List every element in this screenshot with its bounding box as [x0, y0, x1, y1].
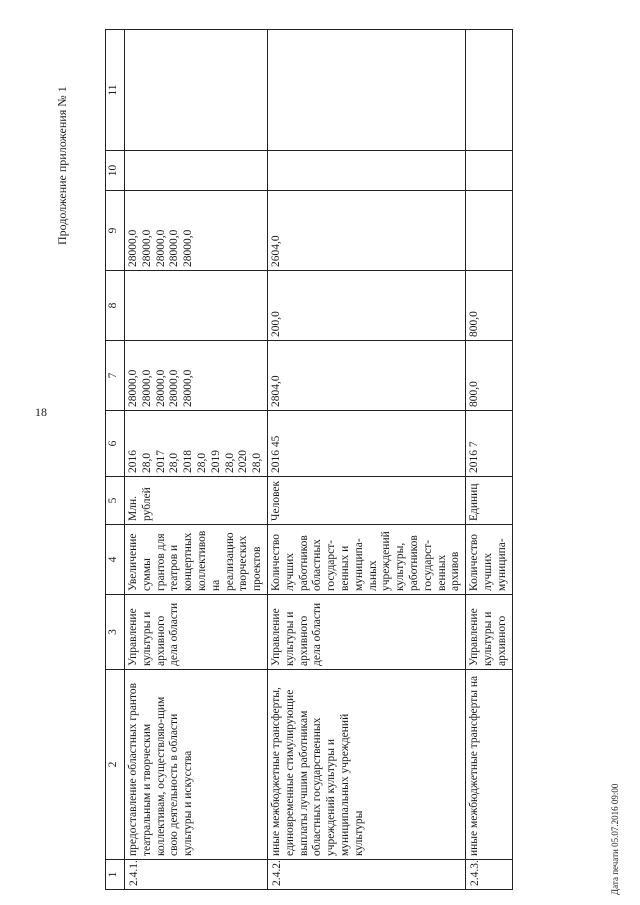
- executor-cell: Управление культуры и архивного дела области: [267, 595, 465, 670]
- col9-value: 28000,0: [127, 229, 139, 267]
- col9-value: 28000,0: [154, 229, 167, 267]
- unit-cell: Млн. рублей: [125, 477, 268, 525]
- col11-cell: [267, 30, 465, 151]
- column-header: 11: [106, 30, 125, 151]
- unit-cell: Единиц: [466, 477, 512, 525]
- year: 2018 28,0: [182, 450, 208, 473]
- table-wrapper: [105, 30, 513, 890]
- column-header: 1: [106, 860, 125, 890]
- column-header: 4: [106, 525, 125, 595]
- year: 2016 28,0: [127, 450, 153, 473]
- indicator-cell: Количество лучших работников областных государст-венных и муниципа-льных учреждений культуры, работников государст-венных архивов: [267, 525, 465, 595]
- column-header: 5: [106, 477, 125, 525]
- column-header: 9: [106, 191, 125, 271]
- table-row: [267, 30, 465, 890]
- col9-value: 28000,0: [168, 229, 181, 267]
- col10-cell: [267, 151, 465, 191]
- year-value-cell: [125, 411, 268, 477]
- total-cell: 800,0: [466, 341, 512, 411]
- page-number: 18: [35, 405, 47, 419]
- col9-value: 28000,0: [140, 229, 153, 267]
- col9-cell: 2604,0: [267, 191, 465, 271]
- print-date: Дата печати 05.07.2016 09:00: [610, 783, 620, 895]
- column-header: 7: [106, 341, 125, 411]
- col8-cell: [125, 271, 268, 341]
- total-value: 28000,0: [154, 369, 167, 407]
- year-value-cell: [466, 411, 512, 477]
- col10-cell: [125, 151, 268, 191]
- col9-value: 28000,0: [182, 229, 195, 267]
- total-value: 28000,0: [140, 369, 153, 407]
- unit-cell: Человек: [267, 477, 465, 525]
- table-row: [466, 30, 512, 890]
- year: 2016: [468, 450, 481, 473]
- col11-cell: [125, 30, 268, 151]
- total-value: 28000,0: [182, 369, 195, 407]
- executor-cell: Управление культуры и архивного дела области: [125, 595, 268, 670]
- year: 2020 28,0: [237, 450, 264, 473]
- indicator-cell: Количество лучших муниципа-: [466, 525, 512, 595]
- column-header: 6: [106, 411, 125, 477]
- measure-cell: иные межбюджетные трансферты на: [466, 670, 512, 860]
- row-number: 2.4.2.: [267, 860, 465, 890]
- col8-cell: 200,0: [267, 271, 465, 341]
- appendix-table: [105, 29, 513, 890]
- year-value-cell: [267, 411, 465, 477]
- year: 2017 28,0: [154, 450, 181, 473]
- col10-cell: [466, 151, 512, 191]
- executor-cell: Управление культуры и архивного: [466, 595, 512, 670]
- col11-cell: [466, 30, 512, 151]
- total-cell: [125, 341, 268, 411]
- table-row: [125, 30, 268, 890]
- indicator-cell: Увеличение суммы грантов для театров и концертных коллективов на реализацию творческих проектов: [125, 525, 268, 595]
- column-header: 8: [106, 271, 125, 341]
- measure-cell: предоставление областных грантов театральным и творческим коллективам, осуществляю-щим свою деятельность в области культуры и искусства: [125, 670, 268, 860]
- row-number: 2.4.1.: [125, 860, 268, 890]
- total-value: 28000,0: [168, 369, 181, 407]
- measure-cell: иные межбюджетные трансферты, единовременные стимулирующие выплаты лучшим работникам областных государственных учреждений культуры и муниципальных учреждений культуры: [267, 670, 465, 860]
- year: 2019 28,0: [209, 450, 236, 473]
- year-value: 7: [468, 441, 481, 448]
- column-header: 2: [106, 670, 125, 860]
- col8-cell: 800,0: [466, 271, 512, 341]
- column-header: 3: [106, 595, 125, 670]
- year: 2016: [269, 450, 282, 473]
- total-cell: 2804,0: [267, 341, 465, 411]
- appendix-note: Продолжение приложения № 1: [55, 86, 69, 245]
- col9-cell: [466, 191, 512, 271]
- col9-cell: [125, 191, 268, 271]
- total-value: 28000,0: [127, 369, 139, 407]
- column-header: 10: [106, 151, 125, 191]
- header-row: [106, 30, 125, 890]
- row-number: 2.4.3.: [466, 860, 512, 890]
- year-value: 45: [269, 435, 282, 448]
